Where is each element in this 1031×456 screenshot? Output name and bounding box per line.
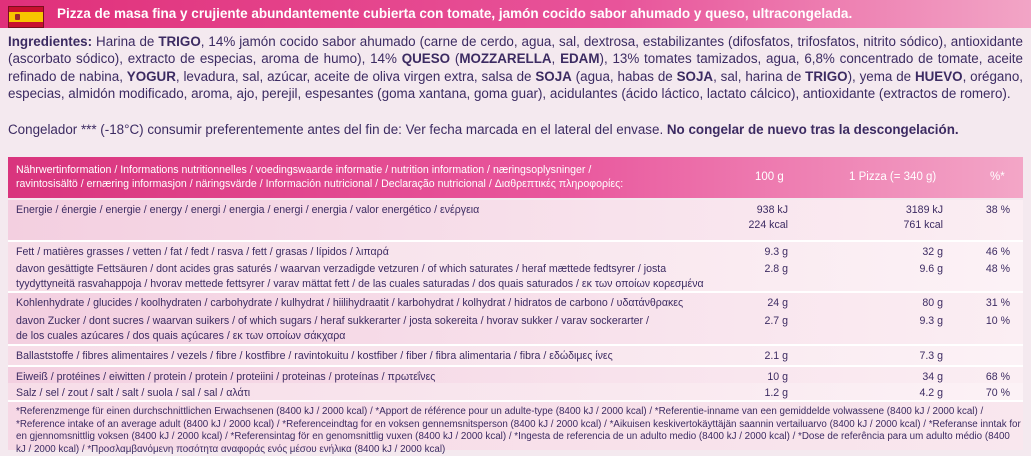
value-percent-ri	[963, 386, 1010, 401]
value-per-100g	[708, 386, 788, 401]
ingredient-text: Harina de	[92, 34, 159, 49]
nutrition-row	[8, 367, 1023, 383]
value-per-pizza	[868, 245, 943, 260]
ingredient-text: ), yema de	[847, 68, 915, 84]
nutrition-table-header	[8, 157, 1023, 198]
ingredient-text: , 14% jamón cocido sabor ahumado (carne de cerdo, agua, sal, dextrosa, estabilizantes (difosfatos, trifosfatos, nitrito sódico), antioxidante (ascorbato sódico), extracto de especias, aroma de humo), 14%	[8, 34, 1023, 67]
value-per-pizza	[868, 349, 943, 364]
nutrition-header-line-2: ravintosisältö / ernæring informasjon / näringsvärde / Información nutricional / Declaração nutricional / Διαθρεπτικές πληροφορίες:	[16, 178, 624, 190]
ingredient-text: , orégano, especias, almidón modificado, aroma, ajo, perejil, espesantes (goma xantana, goma guar), acidulantes (ácido láctico, lactato cálcico), antioxidante (extractos de romero).	[8, 68, 1023, 102]
value-100g-line-1: 2.8 g	[764, 263, 788, 275]
ingredient-allergen: TRIGO	[805, 68, 848, 84]
row-divider	[8, 344, 1023, 346]
value-percent-ri	[963, 245, 1010, 260]
ingredient-text: ,	[551, 51, 561, 67]
ingredient-allergen: HUEVO	[914, 68, 963, 84]
nutrient-label-line-1: davon Zucker / dont sucres / waarvan suikers / of which sugars / heraf sukkerarter / josta sokereita / hvorav sukker / varav sockerarter /	[16, 315, 649, 327]
value-100g-line-1: 2.1 g	[764, 350, 788, 362]
nutrient-label	[16, 203, 479, 218]
value-pizza-line-1: 9.6 g	[919, 263, 943, 275]
product-header	[0, 0, 1031, 28]
value-percent-ri	[963, 296, 1010, 311]
value-per-pizza	[868, 386, 943, 401]
value-pizza-line-1: 7.3 g	[919, 350, 943, 362]
ingredient-allergen: Ingredientes:	[8, 34, 93, 49]
nutrition-row	[8, 259, 1023, 291]
value-per-100g	[708, 262, 788, 277]
nutrient-label-line-1: Energie / énergie / energie / energy / energi / energia / energi / energia / valor energético / ενέργεια	[16, 204, 480, 216]
nutrition-row	[8, 311, 1023, 344]
value-pizza-line-1: 32 g	[922, 246, 943, 258]
value-100g-line-1: 1.2 g	[764, 387, 788, 399]
value-per-100g	[708, 314, 788, 329]
spain-flag-icon	[8, 6, 44, 28]
row-divider	[8, 240, 1023, 242]
nutrient-label	[16, 314, 649, 343]
value-pizza-line-1: 4.2 g	[919, 387, 943, 399]
value-100g-line-1: 10 g	[767, 371, 788, 383]
value-100g-line-1: 938 kJ	[756, 204, 788, 216]
value-100g-line-1: 2.7 g	[764, 315, 788, 327]
reference-intake-footnote	[8, 402, 1023, 455]
value-pizza-line-1: 9.3 g	[919, 315, 943, 327]
storage-warning: No congelar de nuevo tras la descongelación.	[666, 122, 959, 137]
value-per-pizza	[868, 262, 943, 277]
value-pizza-line-2: 761 kcal	[903, 218, 943, 231]
nutrition-header-line-1: Nährwertinformation / Informations nutritionnelles / voedingswaarde informatie / nutrition information / næringsoplysninger /	[16, 164, 592, 176]
ingredient-allergen: YOGUR	[126, 68, 176, 84]
ingredient-allergen: MOZZARELLA	[459, 51, 552, 67]
nutrient-label-line-1: Eiweiß / protéines / eiwitten / protein / protein / proteiini / proteinas / proteínas / πρωτεΐνες	[16, 371, 436, 383]
value-pizza-line-1: 80 g	[922, 297, 943, 309]
value-percent-ri	[963, 262, 1010, 277]
nutrient-label-line-1: Ballaststoffe / fibres alimentaires / vezels / fibre / kostfibre / ravintokuitu / kostfiber / fiber / fibra alimentaria / fibra / εδώδιμες ίνες	[16, 350, 613, 362]
value-100g-line-1: 24 g	[767, 297, 788, 309]
nutrient-label	[16, 262, 704, 291]
column-100g: 100 g	[755, 171, 784, 183]
value-percent-line-1: 46 %	[985, 246, 1010, 258]
ingredient-allergen: EDAM	[560, 51, 600, 67]
ingredient-allergen: QUESO	[401, 51, 451, 67]
nutrient-label-line-1: Kohlenhydrate / glucides / koolhydraten / carbohydrate / kulhydrat / hiilihydraatit / karbohydrat / kolhydrat / hidratos de carbono / υδατάνθρακες	[16, 297, 684, 309]
row-divider	[8, 365, 1023, 367]
nutrient-label-line-1: Fett / matières grasses / vetten / fat / fedt / rasva / fett / grasas / lípidos / λιπαρά	[16, 246, 389, 258]
value-percent-line-1: 38 %	[985, 204, 1010, 216]
value-percent-line-1: 10 %	[985, 315, 1010, 327]
nutrient-label-line-2: de los cuales azúcares / dos quais açúcares / εκ των οποίων σάκχαρα	[16, 329, 346, 342]
value-percent-ri	[963, 314, 1010, 329]
nutrient-label-line-1: Salz / sel / zout / salt / salt / suola / sal / sal / αλάτι	[16, 387, 251, 399]
ingredient-text: , levadura, sal, azúcar, aceite de oliva virgen extra, salsa de	[175, 68, 536, 84]
value-per-100g	[708, 245, 788, 260]
value-per-100g	[708, 203, 788, 232]
nutrition-row	[8, 293, 1023, 311]
nutrition-row	[8, 242, 1023, 259]
value-percent-ri	[963, 203, 1010, 218]
ingredient-allergen: SOJA	[676, 68, 714, 84]
product-title: Pizza de masa fina y crujiente abundantemente cubierta con tomate, jamón cocido sabor ahumado y queso, ultracongelada.	[57, 6, 853, 21]
column-per-pizza: 1 Pizza (= 340 g)	[849, 171, 937, 183]
value-pizza-line-1: 34 g	[922, 371, 943, 383]
storage-instructions	[8, 122, 1023, 137]
ingredient-text: ), 13% tomates tamizados, agua, 6,8% concentrado de tomate, aceite refinado de nabina,	[8, 51, 1023, 84]
value-percent-line-1: 48 %	[985, 263, 1010, 275]
value-100g-line-1: 9.3 g	[764, 246, 788, 258]
footnote-text: *Referenzmenge für einen durchschnittlichen Erwachsenen (8400 kJ / 2000 kcal) / *Apport de référence pour un adulte-type (8400 kJ / 2000 kcal) / *Referentie-inname van een gemiddelde volwassene (8400 kJ / 2000 kcal) / *Reference intake of an average adult (8400 kJ / 2000 kcal) / *Referenceindtag for en voksen gennemsnitsperson (8400 kJ / 2000 kcal) / *Aikuisen keskivertokäyttäjän saannin vertailuarvo (8400 kJ / 2000 kcal) / *Referanse inntak for en gjennomsnittlig voksen (8400 kJ / 2000 kcal) / *Referensintag för en genomsnittlig vuxen (8400 kJ / 2000 kcal) / *Ingesta de referencia de un adulto medio (8400 kJ / 2000 kcal) / *Dose de referência para um adulto médio (8400 kJ / 2000 kcal) / *Προσλαμβανόμενη ποσότητα αναφοράς ενός μέσου ενήλικα (8400 kJ / 2000 kcal)	[16, 406, 1021, 455]
nutrient-label	[16, 386, 250, 401]
row-divider	[8, 291, 1023, 293]
nutrition-row	[8, 200, 1023, 240]
value-per-100g	[708, 349, 788, 364]
value-percent-line-1: 70 %	[985, 387, 1010, 399]
nutrient-label-line-2: tyydyttyneitä rasvahappoja / hvorav mettede fettsyrer / varav mättat fett / de las cuales saturadas / dos quais saturados / εκ των οποίων κορεσμένα	[16, 277, 704, 290]
value-100g-line-2: 224 kcal	[748, 218, 788, 231]
value-per-pizza	[868, 296, 943, 311]
storage-text: Congelador *** (-18°C) consumir preferentemente antes del fin de: Ver fecha marcada en el lateral del envase.	[8, 122, 667, 137]
value-per-pizza	[868, 314, 943, 329]
value-percent-line-1: 68 %	[985, 371, 1010, 383]
ingredients-text	[8, 33, 1023, 103]
value-per-100g	[708, 296, 788, 311]
nutrient-label	[16, 245, 389, 260]
value-pizza-line-1: 3189 kJ	[905, 204, 943, 216]
ingredient-text: , sal, harina de	[713, 68, 806, 84]
value-percent-line-1: 31 %	[985, 297, 1010, 309]
nutrition-row	[8, 346, 1023, 365]
nutrient-label	[16, 349, 613, 364]
nutrient-label-line-1: davon gesättigte Fettsäuren / dont acides gras saturés / waarvan verzadigde vetzuren / of which saturates / heraf mættede fedtsyrer / josta	[16, 263, 667, 275]
ingredient-allergen: SOJA	[535, 68, 572, 84]
ingredient-text: (agua, habas de	[571, 68, 677, 84]
column-percent: %*	[990, 171, 1005, 183]
ingredient-text: (	[450, 51, 460, 67]
nutrient-label	[16, 296, 683, 311]
nutrition-row	[8, 383, 1023, 400]
ingredient-allergen: TRIGO	[158, 34, 201, 49]
value-per-pizza	[868, 203, 943, 232]
